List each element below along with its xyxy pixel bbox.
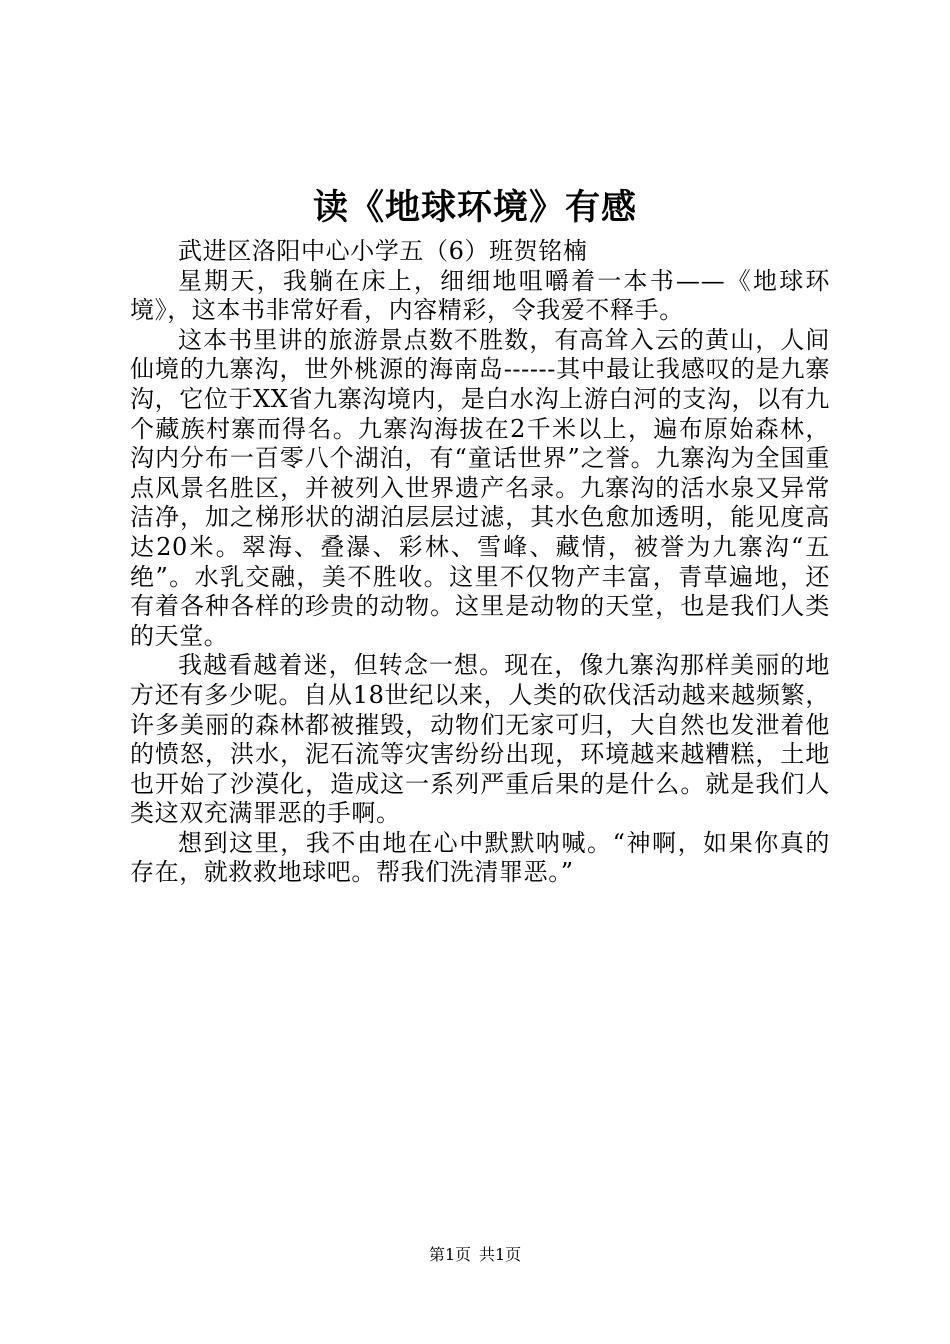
page-footer xyxy=(0,1244,950,1266)
document-title: 读《地球环境》有感 xyxy=(312,187,637,228)
page-number-total: 共1页 xyxy=(479,1245,522,1264)
paragraph-1: 星期天，我躺在床上，细细地咀嚼着一本书——《地球环境》，这本书非常好看，内容精彩，令我爱不释手。 xyxy=(130,266,830,325)
paragraph-4: 想到这里，我不由地在心中默默呐喊。“神啊，如果你真的存在，就救救地球吧。帮我们洗清罪恶。” xyxy=(130,828,830,887)
paragraph-2: 这本书里讲的旅游景点数不胜数，有高耸入云的黄山，人间仙境的九寨沟，世外桃源的海南岛------其中最让我感叹的是九寨沟，它位于XX省九寨沟境内，是白水沟上游白河的支沟，以有九个藏族村寨而得名。九寨沟海拔在2千米以上，遍布原始森林，沟内分布一百零八个湖泊，有“童话世界”之誉。九寨沟为全国重点风景名胜区，并被列入世界遗产名录。九寨沟的活水泉又异常洁净，加之梯形状的湖泊层层过滤，其水色愈加透明，能见度高达20米。翠海、叠瀑、彩林、雪峰、藏情，被誉为九寨沟“五绝”。水乳交融，美不胜收。这里不仅物产丰富，青草遍地，还有着各种各样的珍贵的动物。这里是动物的天堂，也是我们人类的天堂。 xyxy=(130,325,830,650)
page-number-current: 第1页 xyxy=(428,1245,471,1264)
paragraph-3: 我越看越着迷，但转念一想。现在，像九寨沟那样美丽的地方还有多少呢。自从18世纪以来，人类的砍伐活动越来越频繁，许多美丽的森林都被摧毁，动物们无家可归，大自然也发泄着他的愤怒，洪水，泥石流等灾害纷纷出现，环境越来越糟糕，土地也开始了沙漠化，造成这一系列严重后果的是什么。就是我们人类这双充满罪恶的手啊。 xyxy=(130,651,830,828)
document-body xyxy=(130,237,830,888)
author-line: 武进区洛阳中心小学五（6）班贺铭楠 xyxy=(178,237,588,265)
